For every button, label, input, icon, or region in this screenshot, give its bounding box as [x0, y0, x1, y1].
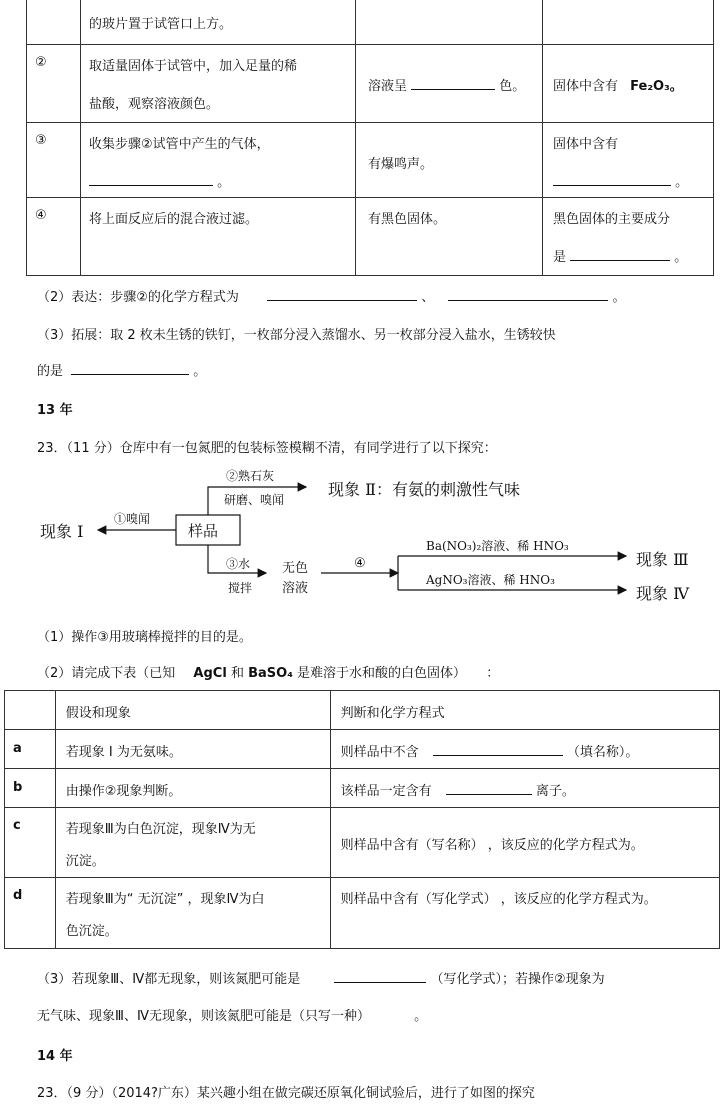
table-cell	[330, 769, 719, 808]
table-cell	[81, 45, 356, 123]
formula: BaSO₄	[248, 666, 293, 681]
table-cell	[356, 45, 543, 123]
table-cell	[330, 878, 719, 949]
question-text: 、	[421, 290, 435, 305]
cell-text: 沉淀。	[65, 854, 105, 869]
table-cell	[27, 45, 81, 123]
operation-2-top: ②熟石灰	[226, 469, 275, 483]
cell-text: 有爆鸣声。	[368, 157, 434, 172]
question-text: （2）请完成下表（已知	[37, 666, 176, 681]
answer-blank[interactable]	[570, 248, 670, 261]
table-cell	[543, 123, 714, 198]
solution-top: 无色	[282, 561, 309, 576]
question-text: 是难溶于水和酸的白色固体）	[297, 666, 467, 681]
table-cell	[543, 198, 714, 276]
cell-text: 若现象 Ⅰ 为无氨味。	[65, 745, 182, 760]
table-cell	[356, 198, 543, 276]
question-text: （3）若现象Ⅲ、Ⅳ都无现象，则该氮肥可能是	[37, 972, 301, 987]
cell-text: 溶液呈	[368, 79, 408, 94]
formula: AgCl	[193, 666, 227, 681]
table-cell	[27, 0, 81, 45]
row-label: c	[13, 818, 21, 833]
cell-text: 有黑色固体。	[368, 212, 447, 227]
question-23-heading: 23．（9 分）（2014?广东）某兴趣小组在做完碳还原氧化铜试验后，进行了如图的探究	[37, 1086, 535, 1101]
cell-text: 色。	[499, 79, 526, 94]
cell-text: 的玻片置于试管口上方。	[89, 17, 233, 32]
table-cell	[55, 878, 330, 949]
cell-text: 则样品中含有（写名称） ，该反应的化学方程式为。	[340, 838, 644, 853]
question-23-heading: 23．（11 分）仓库中有一包氮肥的包装标签模糊不清，有同学进行了以下探究：	[37, 441, 497, 456]
question-text: 。	[414, 1009, 428, 1024]
experiment-table	[26, 0, 714, 276]
table-row	[5, 878, 720, 949]
phenomenon-1: 现象 Ⅰ	[40, 522, 84, 541]
phenomenon-3: 现象 Ⅲ	[636, 550, 689, 569]
cell-text: 固体中含有	[553, 137, 619, 152]
row-label: a	[13, 741, 22, 756]
cell-text: 。	[674, 250, 688, 265]
question-text: 无气味、现象Ⅲ、Ⅳ无现象，则该氮肥可能是（只写一种）	[37, 1009, 370, 1024]
cell-text: 若现象Ⅲ为“ 无沉淀” ，现象Ⅳ为白	[65, 892, 265, 907]
column-header: 假设和现象	[65, 706, 131, 721]
table-cell	[330, 730, 719, 769]
question-2-express	[37, 286, 626, 305]
table-cell	[55, 769, 330, 808]
cell-text: 。	[217, 175, 231, 190]
question-text: （2）表达：步骤②的化学方程式为	[37, 290, 239, 305]
cell-text: 由操作②现象判断。	[65, 784, 182, 799]
table-cell	[55, 808, 330, 878]
question-3-line1	[37, 968, 605, 987]
table-cell	[543, 45, 714, 123]
answer-blank[interactable]	[433, 743, 563, 756]
cell-text: 色沉淀。	[65, 924, 118, 939]
table-cell	[27, 198, 81, 276]
table-row	[5, 769, 720, 808]
question-1: （1）操作③用玻璃棒搅拌的目的是。	[37, 630, 252, 645]
phenomenon-2: 现象 Ⅱ：有氨的刺激性气味	[328, 480, 520, 499]
question-text: 和	[230, 666, 244, 681]
cell-text: 则样品中不含	[340, 745, 419, 760]
question-text: 的是	[37, 364, 64, 379]
question-text: （写化学式）；若操作②现象为	[430, 972, 605, 987]
answer-blank[interactable]	[71, 362, 189, 375]
answer-blank[interactable]	[446, 782, 532, 795]
operation-3-bottom: 搅拌	[228, 581, 253, 595]
table-cell	[55, 691, 330, 730]
cell-text: 固体中含有	[553, 79, 619, 94]
cell-text: 黑色固体的主要成分	[553, 212, 671, 227]
answer-blank[interactable]	[334, 970, 426, 983]
table-cell	[5, 878, 56, 949]
table-cell	[5, 808, 56, 878]
flow-diagram	[36, 463, 720, 607]
reagent-a: Ba(NO₃)₂溶液、稀 HNO₃	[426, 539, 569, 553]
table-cell	[5, 691, 56, 730]
question-3-line2	[37, 1005, 427, 1024]
table-cell	[81, 0, 356, 45]
operation-3-top: ③水	[226, 557, 251, 571]
table-row	[5, 808, 720, 878]
cell-text: 。	[675, 175, 689, 190]
table-header-row	[5, 691, 720, 730]
row-label: d	[13, 888, 23, 903]
answer-blank[interactable]	[89, 173, 213, 186]
table-cell	[55, 730, 330, 769]
table-cell	[356, 0, 543, 45]
phenomenon-4: 现象 Ⅳ	[636, 584, 690, 603]
operation-1: ①嗅闻	[114, 512, 151, 526]
sample-label: 样品	[188, 522, 219, 540]
question-3-extend-line1: （3）拓展：取 2 枚未生锈的铁钉，一枚部分浸入蒸馏水、另一枚部分浸入盐水，生锈较快	[37, 328, 556, 343]
table-cell	[543, 0, 714, 45]
question-text: ：	[486, 666, 500, 681]
table-cell	[5, 730, 56, 769]
column-header: 判断和化学方程式	[340, 706, 445, 721]
cell-text: 将上面反应后的混合液过滤。	[89, 212, 259, 227]
cell-text: 若现象Ⅲ为白色沉淀，现象Ⅳ为无	[65, 822, 256, 837]
table-cell	[27, 123, 81, 198]
step-number: ③	[35, 133, 47, 148]
table-cell	[356, 123, 543, 198]
answer-blank[interactable]	[553, 173, 671, 186]
question-3-extend-line2	[37, 360, 206, 379]
operation-2-bottom: 研磨、嗅闻	[224, 493, 285, 507]
reagent-b: AgNO₃溶液、稀 HNO₃	[426, 573, 555, 587]
table-cell	[330, 808, 719, 878]
question-text: 。	[612, 290, 626, 305]
table-cell	[330, 691, 719, 730]
year-heading: 14 年	[37, 1049, 73, 1064]
cell-text: 取适量固体于试管中，加入足量的稀	[89, 59, 298, 74]
question-text: 。	[193, 364, 207, 379]
answer-blank[interactable]	[448, 288, 608, 301]
hypothesis-table	[4, 690, 720, 949]
cell-text: 则样品中含有（写化学式） ，该反应的化学方程式为。	[340, 892, 657, 907]
cell-text: 离子。	[535, 784, 575, 799]
table-cell	[81, 123, 356, 198]
cell-text: （填名称）。	[566, 745, 639, 760]
row-label: b	[13, 780, 23, 795]
operation-4: ④	[354, 556, 366, 571]
cell-text: 是	[553, 250, 567, 265]
question-2-intro	[37, 662, 499, 681]
year-heading: 13 年	[37, 403, 73, 418]
answer-blank[interactable]	[411, 77, 495, 90]
answer-blank[interactable]	[267, 288, 417, 301]
formula: Fe₂O₃。	[630, 79, 683, 94]
cell-text: 盐酸，观察溶液颜色。	[89, 97, 220, 112]
table-cell	[5, 769, 56, 808]
cell-text: 该样品一定含有	[340, 784, 432, 799]
table-cell	[81, 198, 356, 276]
solution-bottom: 溶液	[282, 581, 309, 596]
cell-text: 收集步骤②试管中产生的气体，	[89, 137, 270, 152]
step-number: ④	[35, 208, 47, 223]
table-row	[5, 730, 720, 769]
step-number: ②	[35, 55, 47, 70]
